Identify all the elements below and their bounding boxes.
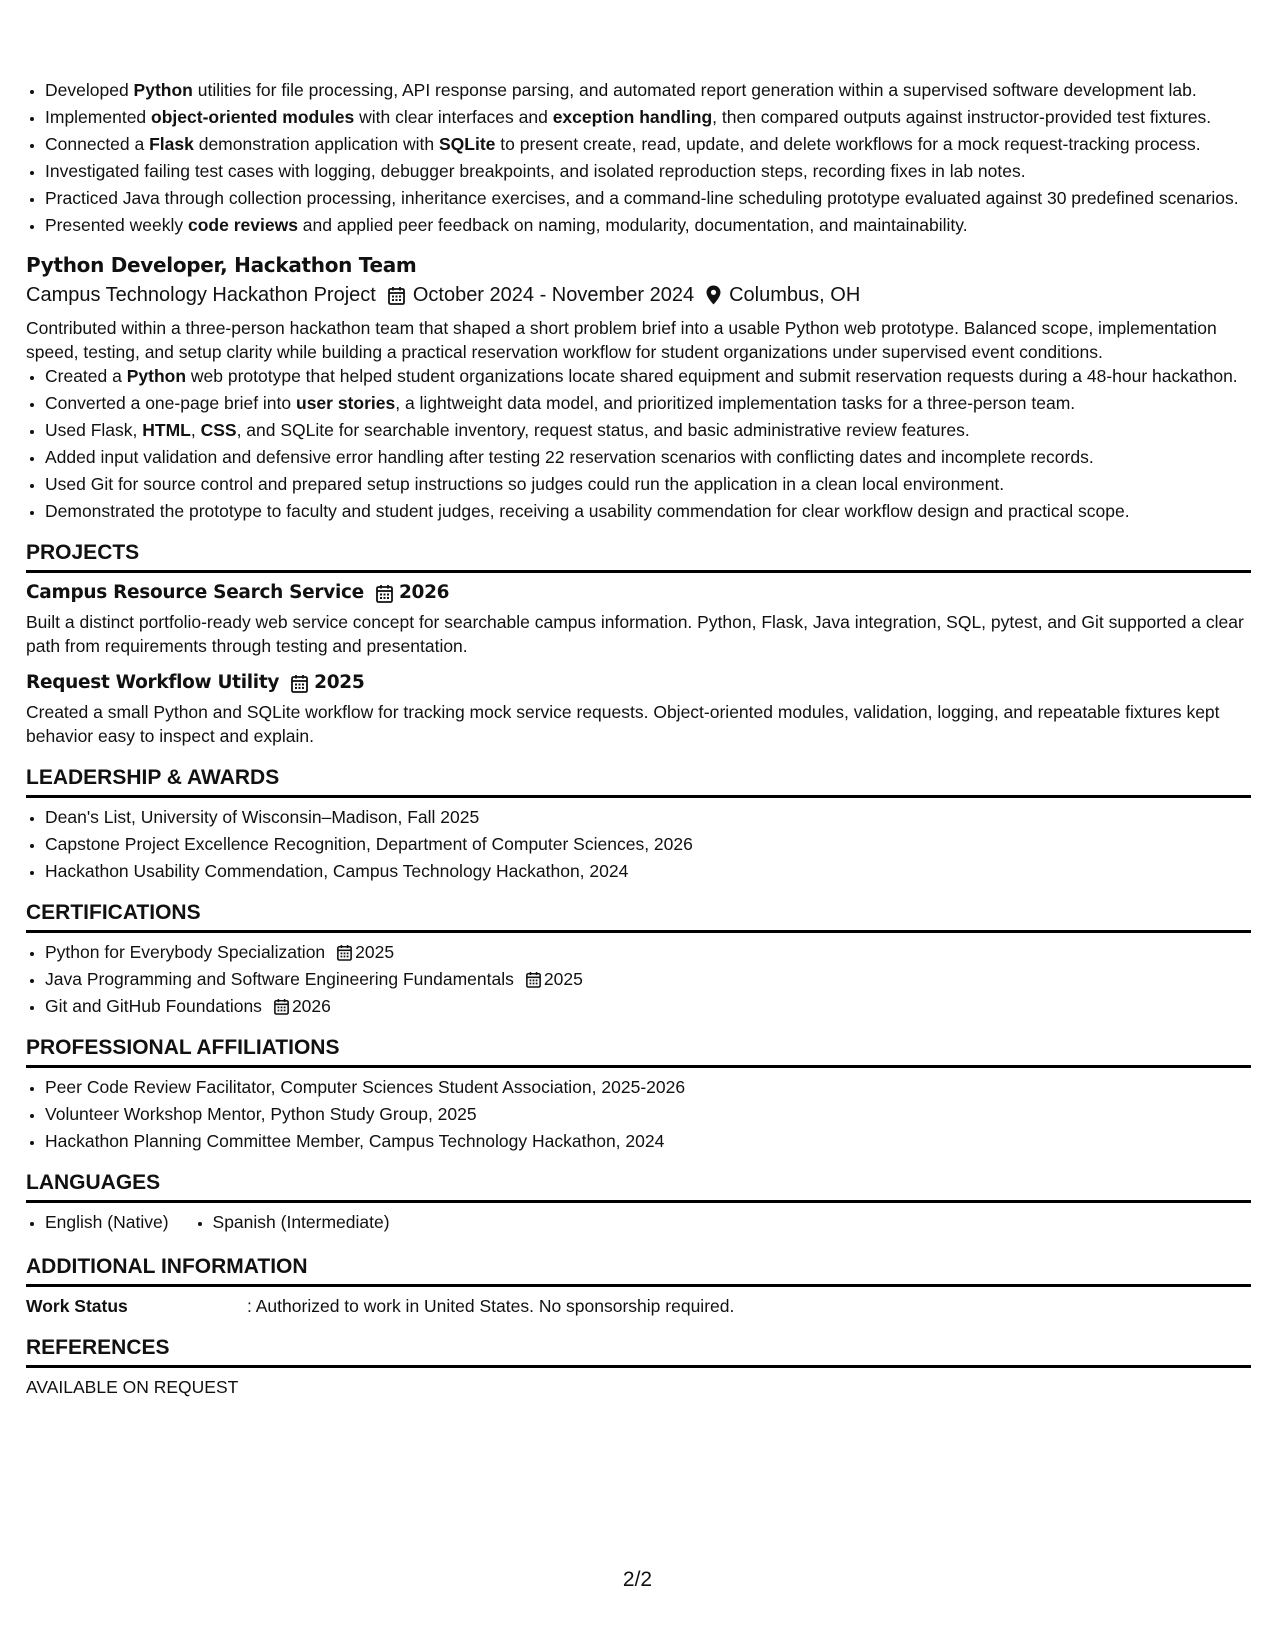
bullet-text: Practiced Java through collection processing, inheritance exercises, and a command-line scheduling prototype evaluated against 30 predefined scenarios.: [45, 188, 1239, 208]
list-item: • Hackathon Usability Commendation, Campus Technology Hackathon, 2024: [45, 859, 1251, 883]
calendar-icon: [291, 674, 308, 693]
references-text: AVAILABLE ON REQUEST: [26, 1377, 239, 1397]
certification-name: • Java Programming and Software Engineering Fundamentals: [45, 969, 514, 989]
list-item: • Volunteer Workshop Mentor, Python Study Group, 2025: [45, 1102, 1251, 1126]
certifications-section: [26, 899, 1251, 1018]
bold-keyword: Python: [126, 366, 187, 386]
calendar-icon: [274, 998, 289, 1015]
work-status-value: : Authorized to work in United States. No sponsorship required.: [247, 1296, 735, 1316]
bullet-text: Presented weekly: [45, 215, 188, 235]
project-title: Request Workflow Utility: [26, 672, 280, 693]
bullet-text: and applied peer feedback on naming, modularity, documentation, and maintainability.: [297, 215, 968, 235]
bullet-text: Implemented: [45, 107, 152, 127]
projects-section: [26, 539, 1251, 748]
language-item: • English (Native): [45, 1210, 169, 1234]
bullet-item: [45, 105, 1251, 129]
bullet-text: Demonstrated the prototype to faculty and student judges, receiving a usability commendation for clear workflow design and practical scope.: [45, 501, 1130, 521]
certification-year: 2025: [543, 969, 583, 989]
bullet-item: [45, 159, 1251, 183]
list-item: • Capstone Project Excellence Recognition, Department of Computer Sciences, 2026: [45, 832, 1251, 856]
job-description: Contributed within a three-person hackathon team that shaped a short problem brief into a usable Python web prototype. Balanced scope, implementation speed, testing, and setup clarity while building a practical reservation workflow for student organizations under supervised event conditions.: [26, 318, 1217, 362]
bold-keyword: exception handling: [552, 107, 713, 127]
certification-name: • Python for Everybody Specialization: [45, 942, 326, 962]
section-heading: LANGUAGES: [26, 1169, 1251, 1203]
calendar-icon: [337, 944, 352, 961]
bold-keyword: CSS: [200, 420, 237, 440]
list-item: [45, 994, 1251, 1018]
job-location: Columbus, OH: [729, 284, 861, 306]
map-pin-icon: [706, 285, 721, 305]
list-item: • Dean's List, University of Wisconsin–Madison, Fall 2025: [45, 805, 1251, 829]
bullet-item: [45, 418, 1251, 442]
project-item: [26, 580, 1251, 658]
bullet-item: [45, 186, 1251, 210]
resume-page: [26, 78, 1251, 1399]
bullet-item: [45, 445, 1251, 469]
section-heading: LEADERSHIP & AWARDS: [26, 764, 1251, 798]
project-year: 2025: [314, 672, 365, 693]
page-number: 2/2: [622, 1568, 653, 1591]
work-status-label: Work Status: [26, 1296, 128, 1316]
list-item: • Hackathon Planning Committee Member, Campus Technology Hackathon, 2024: [45, 1129, 1251, 1153]
language-item: • Spanish (Intermediate): [213, 1210, 390, 1234]
bullet-item: [45, 132, 1251, 156]
certification-year: 2025: [355, 942, 395, 962]
bullet-text: Connected a: [45, 134, 150, 154]
bullet-item: [45, 78, 1251, 102]
project-description: Built a distinct portfolio-ready web service concept for searchable campus information. Python, Flask, Java integration, SQL, pytest, and Git supported a clear path from requirements through testing and presentation.: [26, 612, 1244, 656]
languages-section: [26, 1169, 1251, 1237]
bullet-text: ,: [190, 420, 201, 440]
calendar-icon: [376, 584, 393, 603]
bullet-text: Used Git for source control and prepared setup instructions so judges could run the application in a clean local environment.: [45, 474, 1005, 494]
bold-keyword: Python: [133, 80, 193, 100]
bullet-item: [45, 364, 1251, 388]
job-bullets: [26, 364, 1251, 523]
job-entry: [26, 251, 1251, 523]
bullet-text: with clear interfaces and: [354, 107, 553, 127]
bullet-text: , a lightweight data model, and prioritized implementation tasks for a three-person team.: [395, 393, 1076, 413]
bold-keyword: code reviews: [188, 215, 298, 235]
project-description: Created a small Python and SQLite workflow for tracking mock service requests. Object-oriented modules, validation, logging, and repeatable fixtures kept behavior easy to inspect and explain.: [26, 702, 1220, 746]
job-dates: October 2024 - November 2024: [412, 284, 695, 306]
job-meta: [26, 281, 1251, 309]
bullet-text: to present create, read, update, and delete workflows for a mock request-tracking process.: [495, 134, 1201, 154]
list-item: [45, 967, 1251, 991]
section-heading: ADDITIONAL INFORMATION: [26, 1253, 1251, 1287]
certification-year: 2026: [291, 996, 331, 1016]
affiliations-section: [26, 1034, 1251, 1153]
bullet-text: Used Flask,: [45, 420, 143, 440]
bullet-text: Created a: [45, 366, 127, 386]
experience-bullets-1: [26, 78, 1251, 237]
bold-keyword: user stories: [296, 393, 396, 413]
calendar-icon: [388, 286, 405, 305]
bullet-text: demonstration application with: [193, 134, 439, 154]
project-item: [26, 670, 1251, 748]
additional-section: [26, 1253, 1251, 1318]
bullet-text: Added input validation and defensive error handling after testing 22 reservation scenarios with conflicting dates and incomplete records.: [45, 447, 1094, 467]
job-organization: Campus Technology Hackathon Project: [26, 284, 376, 306]
bullet-text: utilities for file processing, API response parsing, and automated report generation within a supervised software development lab.: [192, 80, 1197, 100]
section-heading: PROFESSIONAL AFFILIATIONS: [26, 1034, 1251, 1068]
bold-keyword: object-oriented modules: [151, 107, 355, 127]
bullet-item: [45, 472, 1251, 496]
bullet-item: [45, 391, 1251, 415]
bullet-text: Converted a one-page brief into: [45, 393, 296, 413]
bullet-item: [45, 499, 1251, 523]
job-title: Python Developer, Hackathon Team: [26, 253, 417, 277]
section-heading: CERTIFICATIONS: [26, 899, 1251, 933]
certification-name: • Git and GitHub Foundations: [45, 996, 262, 1016]
bullet-text: Investigated failing test cases with logging, debugger breakpoints, and isolated reproduction steps, recording fixes in lab notes.: [45, 161, 1026, 181]
calendar-icon: [526, 971, 541, 988]
bullet-text: Developed: [45, 80, 134, 100]
bold-keyword: SQLite: [439, 134, 496, 154]
leadership-section: [26, 764, 1251, 883]
section-heading: PROJECTS: [26, 539, 1251, 573]
bold-keyword: HTML: [142, 420, 191, 440]
bullet-text: web prototype that helped student organizations locate shared equipment and submit reservation requests during a 48-hour hackathon.: [186, 366, 1238, 386]
bold-keyword: Flask: [149, 134, 194, 154]
project-year: 2026: [398, 582, 450, 603]
bullet-text: , and SQLite for searchable inventory, request status, and basic administrative review features.: [236, 420, 970, 440]
list-item: • Peer Code Review Facilitator, Computer Sciences Student Association, 2025-2026: [45, 1075, 1251, 1099]
section-heading: REFERENCES: [26, 1334, 1251, 1368]
project-title: Campus Resource Search Service: [26, 582, 364, 603]
references-section: [26, 1334, 1251, 1399]
bullet-item: [45, 213, 1251, 237]
list-item: [45, 940, 1251, 964]
bullet-text: , then compared outputs against instructor-provided test fixtures.: [712, 107, 1212, 127]
